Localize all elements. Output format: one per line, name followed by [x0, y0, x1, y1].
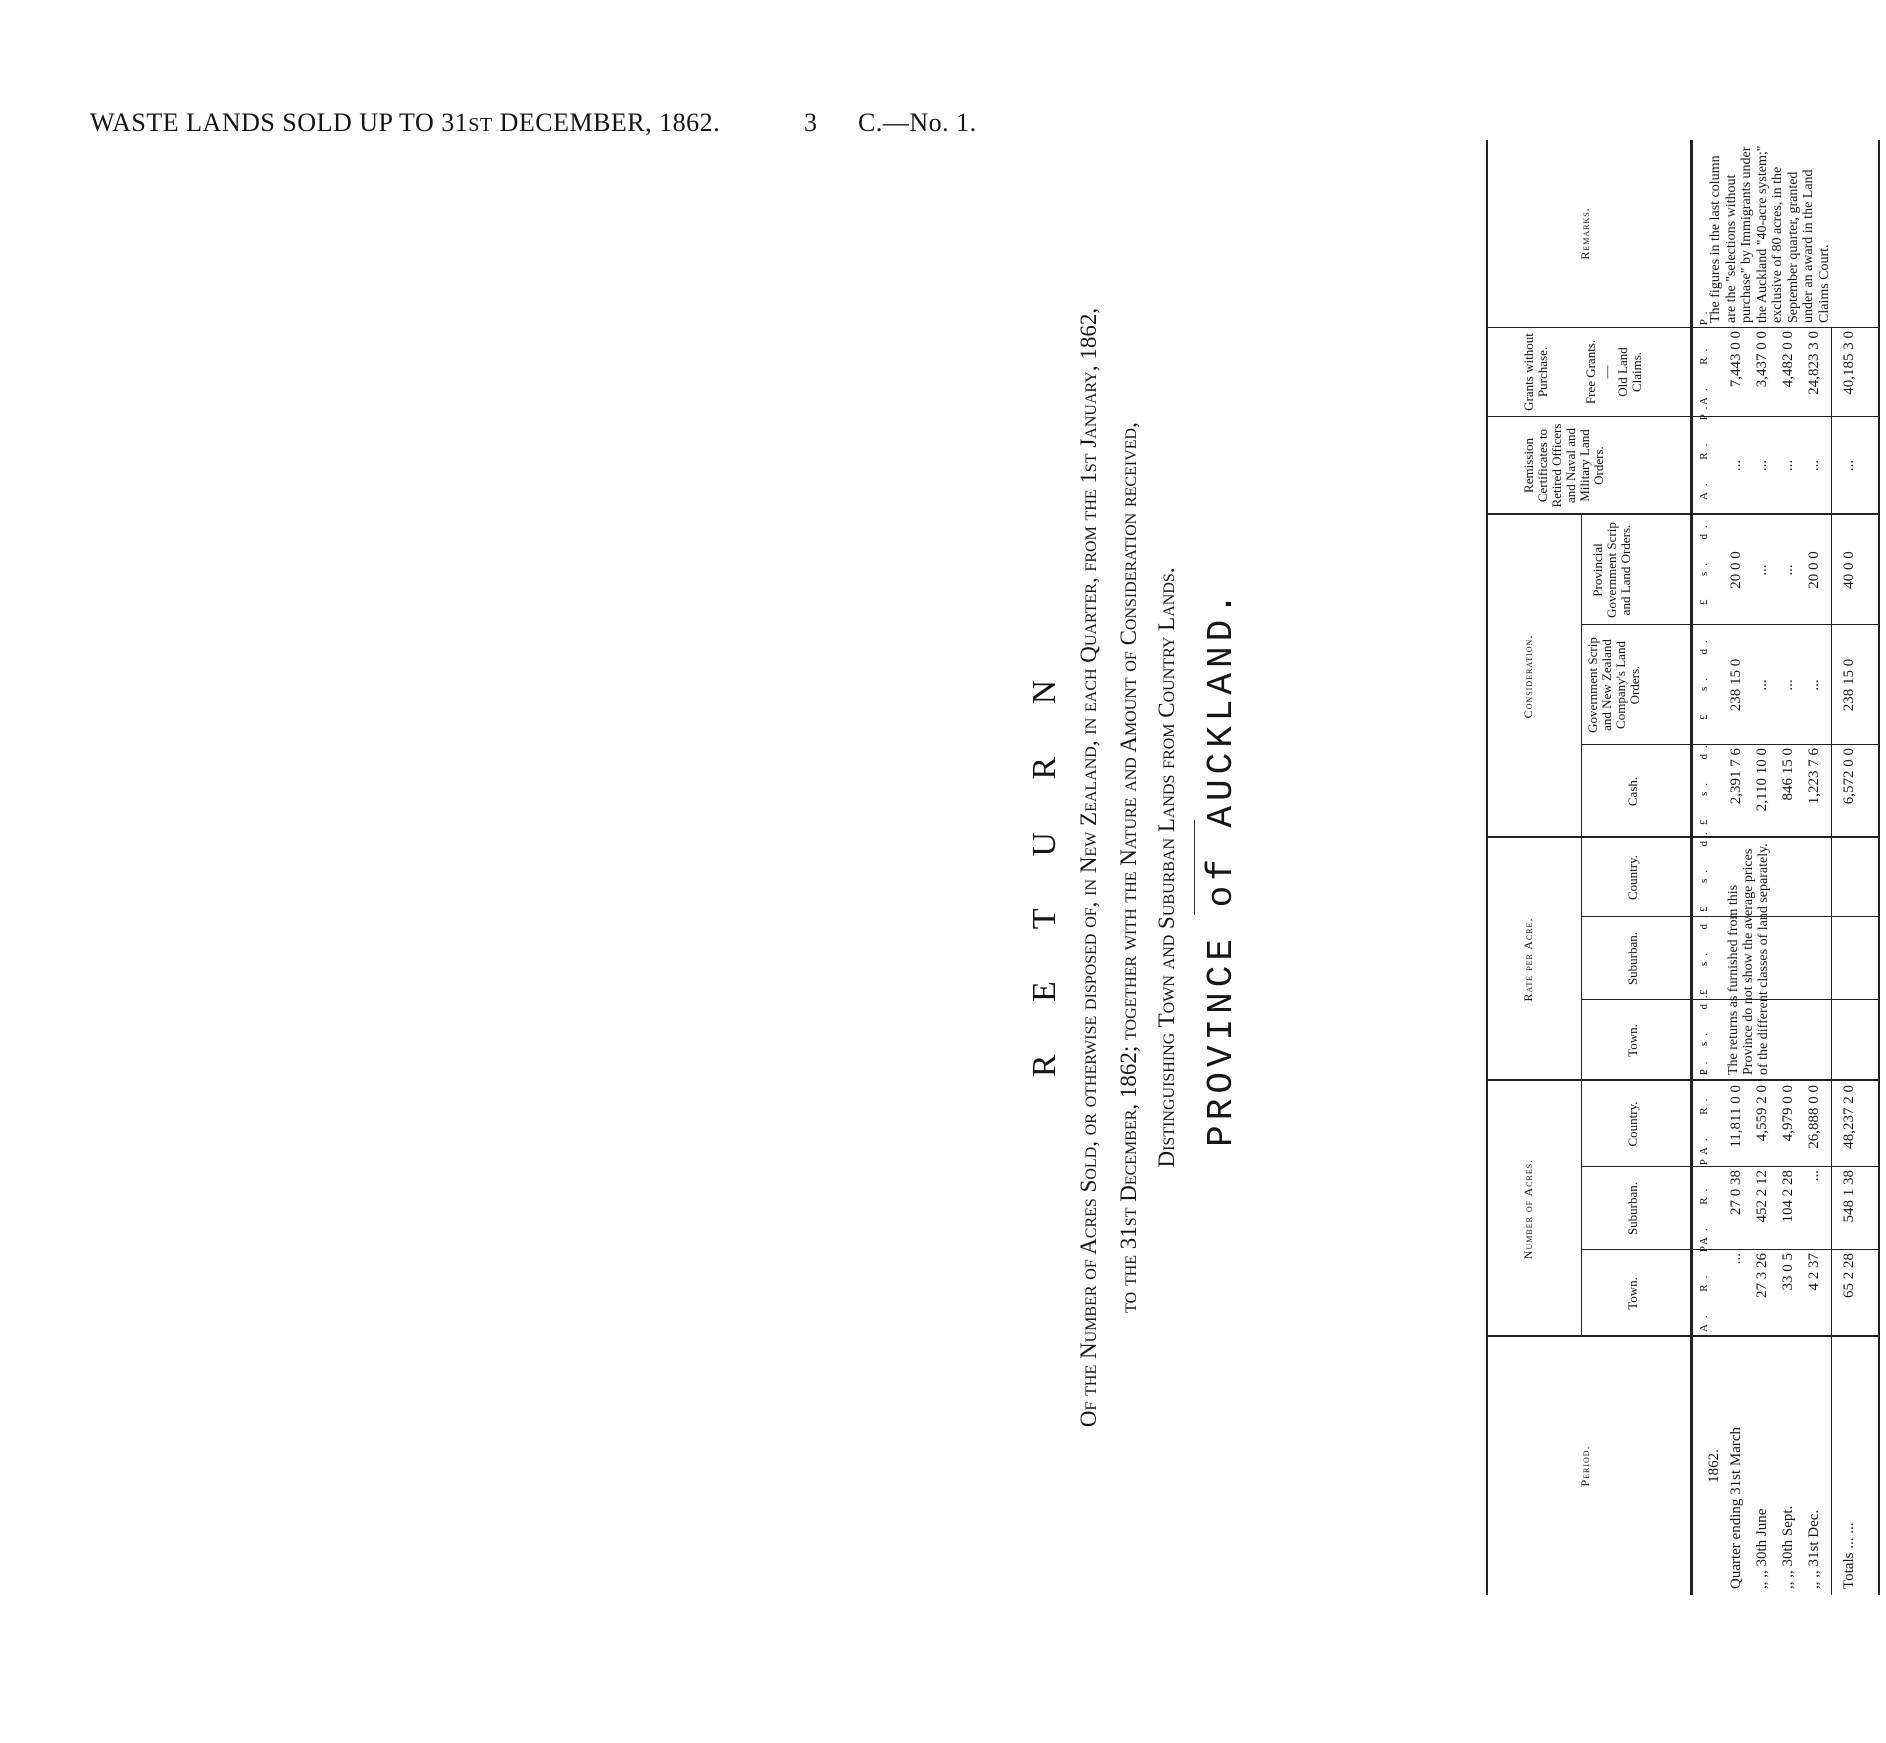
rate-note: The returns as furnished from this Province do not show the average prices of the different classes of land separately. — [1726, 843, 1771, 1075]
total-cash: 6,572 0 0 — [1841, 748, 1857, 805]
col-header-remarks: Remarks. — [1578, 207, 1592, 260]
remarks-text: The figures in the last column are the "selections without purchase" by Immigrants under the Auckland "40-acre system;" exclusive of 80 acres, in the September quarter, granted under an award in the Land Claims Court. — [1708, 145, 1832, 323]
cell-country: 11,811 0 0 — [1728, 1085, 1744, 1148]
cell-prov-scrip: 20 0 0 — [1806, 551, 1822, 589]
cell-gov-scrip: ... — [1806, 679, 1822, 691]
running-header-title: WASTE LANDS SOLD UP TO 31ST DECEMBER, 1862. — [90, 108, 721, 137]
totals-label: Totals ... ... — [1841, 1522, 1857, 1589]
row-period: ,, ,, 30th June — [1754, 1508, 1770, 1589]
cell-cash: 2,391 7 6 — [1728, 748, 1744, 805]
col-header-free-grants: Free Grants. — [1583, 339, 1598, 405]
col-rule — [1486, 836, 1880, 838]
col-rule — [1486, 327, 1880, 328]
col-header-gov-scrip: Government Scrip and New Zealand Company's Land Orders. — [1585, 637, 1642, 733]
total-town: 65 2 28 — [1841, 1253, 1857, 1298]
col-rule — [1486, 416, 1880, 417]
cell-suburban: ... — [1806, 1170, 1822, 1182]
unit-lsd: £ s. d. — [1698, 989, 1710, 1075]
group-rule — [1581, 515, 1582, 838]
cell-town: 4 2 37 — [1806, 1253, 1822, 1291]
cell-country: 4,979 0 0 — [1780, 1085, 1796, 1142]
total-country: 48,237 2 0 — [1841, 1085, 1857, 1149]
col-header-remission: Remission Certificates to Retired Officers and Naval and Military Land Orders. — [1521, 423, 1606, 508]
col-header-suburban: Suburban. — [1625, 1181, 1640, 1236]
col-header-dash: — — [1599, 365, 1614, 379]
row-period: ,, ,, 31st Dec. — [1806, 1509, 1822, 1589]
cell-gov-scrip: 238 15 0 — [1728, 658, 1744, 712]
cell-suburban: 452 2 12 — [1754, 1170, 1770, 1223]
totals-rule — [1831, 327, 1832, 1595]
unit-arp: A. R. P. — [1698, 305, 1710, 405]
total-prov-scrip: 40 0 0 — [1841, 551, 1857, 589]
col-header-cash: Cash. — [1625, 776, 1640, 807]
total-remission: ... — [1841, 459, 1857, 472]
col-header-rate-suburban: Suburban. — [1625, 931, 1640, 986]
col-header-town: Town. — [1625, 1277, 1640, 1310]
unit-lsd: £ s. d. — [1698, 634, 1710, 720]
unit-arp: A. R. P. — [1698, 400, 1710, 500]
group-header-consideration: Consideration. — [1521, 634, 1535, 719]
cell-grants: 7,443 0 0 — [1728, 331, 1744, 388]
table-top-rule — [1486, 140, 1488, 1595]
cell-country: 4,559 2 0 — [1754, 1085, 1770, 1142]
cell-grants: 24,823 3 0 — [1806, 331, 1822, 395]
col-header-rate-country: Country. — [1625, 854, 1640, 901]
unit-arp: A. R. P. — [1698, 1055, 1710, 1155]
total-suburban: 548 1 38 — [1841, 1170, 1857, 1223]
return-title: R E T U R N — [1026, 657, 1063, 1078]
cell-prov-scrip: ... — [1754, 564, 1770, 576]
province-heading: PROVINCE of AUCKLAND. — [1201, 588, 1242, 1147]
title-rule — [1194, 820, 1195, 915]
cell-town: ... — [1728, 1253, 1744, 1265]
cell-town: 27 3 26 — [1754, 1253, 1770, 1298]
cell-prov-scrip: ... — [1780, 564, 1796, 576]
header-bottom-rule — [1692, 140, 1693, 1595]
page-number: 3 — [804, 108, 818, 137]
col-header-grants: Grants without Purchase. — [1521, 333, 1550, 411]
col-rule — [1486, 513, 1880, 515]
cell-suburban: 104 2 28 — [1780, 1170, 1796, 1223]
group-rule — [1581, 1081, 1582, 1337]
rotated-return-sheet — [1016, 140, 1886, 1595]
col-header-prov-scrip: Provincial Government Scrip and Land Orders. — [1590, 522, 1633, 618]
subtitle-line-3: Distinguishing Town and Suburban Lands from Country Lands. — [1154, 567, 1179, 1168]
unit-arp: A. R. P. — [1698, 1232, 1710, 1332]
cell-grants: 4,482 0 0 — [1780, 331, 1796, 388]
total-grants: 40,185 3 0 — [1841, 331, 1857, 395]
unit-lsd: £ s. d. — [1698, 739, 1710, 825]
col-header-rate-town: Town. — [1625, 1024, 1640, 1057]
col-header-old-claims: Old Land Claims. — [1615, 347, 1644, 397]
cell-remission: ... — [1754, 459, 1770, 472]
total-gov-scrip: 238 15 0 — [1841, 658, 1857, 712]
sub-rule — [1581, 624, 1880, 625]
cell-remission: ... — [1780, 459, 1796, 472]
row-period: ,, ,, 30th Sept. — [1780, 1505, 1796, 1589]
cell-cash: 1,223 7 6 — [1806, 748, 1822, 805]
cell-town: 33 0 5 — [1780, 1253, 1796, 1291]
unit-arp: A. R. P. — [1698, 1145, 1710, 1245]
unit-lsd: £ s. d. — [1698, 826, 1710, 912]
cell-cash: 2,110 10 0 — [1754, 748, 1770, 812]
subtitle-line-2: to the 31st December, 1862; together with the Nature and Amount of Consideration received, — [1116, 422, 1141, 1313]
header-bottom-heavy-rule — [1690, 140, 1692, 1595]
subtitle-line-1: Of the Number of Acres Sold, or otherwise disposed of, in New Zealand, in each Quarter, from the 1st January, 1862, — [1076, 307, 1101, 1428]
cell-grants: 3,437 0 0 — [1754, 331, 1770, 388]
group-rule — [1581, 838, 1582, 1081]
unit-lsd: £ s. d. — [1698, 519, 1710, 605]
cell-gov-scrip: ... — [1780, 679, 1796, 691]
group-header-rate-per-acre: Rate per Acre. — [1521, 917, 1535, 1002]
cell-country: 26,888 0 0 — [1806, 1085, 1822, 1149]
cell-remission: ... — [1728, 459, 1744, 472]
unit-lsd: £ s. d. — [1698, 909, 1710, 995]
year-label: 1862. — [1706, 1449, 1722, 1483]
col-header-period: Period. — [1578, 1445, 1592, 1487]
cell-prov-scrip: 20 0 0 — [1728, 551, 1744, 589]
cell-suburban: 27 0 38 — [1728, 1170, 1744, 1215]
col-header-country: Country. — [1625, 1101, 1640, 1147]
group-header-number-of-acres: Number of Acres. — [1521, 1158, 1535, 1260]
cell-remission: ... — [1806, 459, 1822, 472]
col-rule — [1486, 1335, 1880, 1337]
cell-gov-scrip: ... — [1754, 679, 1770, 691]
row-period: Quarter ending 31st March — [1728, 1426, 1744, 1589]
table-bottom-rule — [1878, 140, 1880, 1595]
col-rule — [1486, 1079, 1880, 1081]
return-table — [1486, 140, 1886, 1595]
cell-cash: 846 15 0 — [1780, 748, 1796, 801]
document-reference: C.—No. 1. — [858, 108, 977, 137]
